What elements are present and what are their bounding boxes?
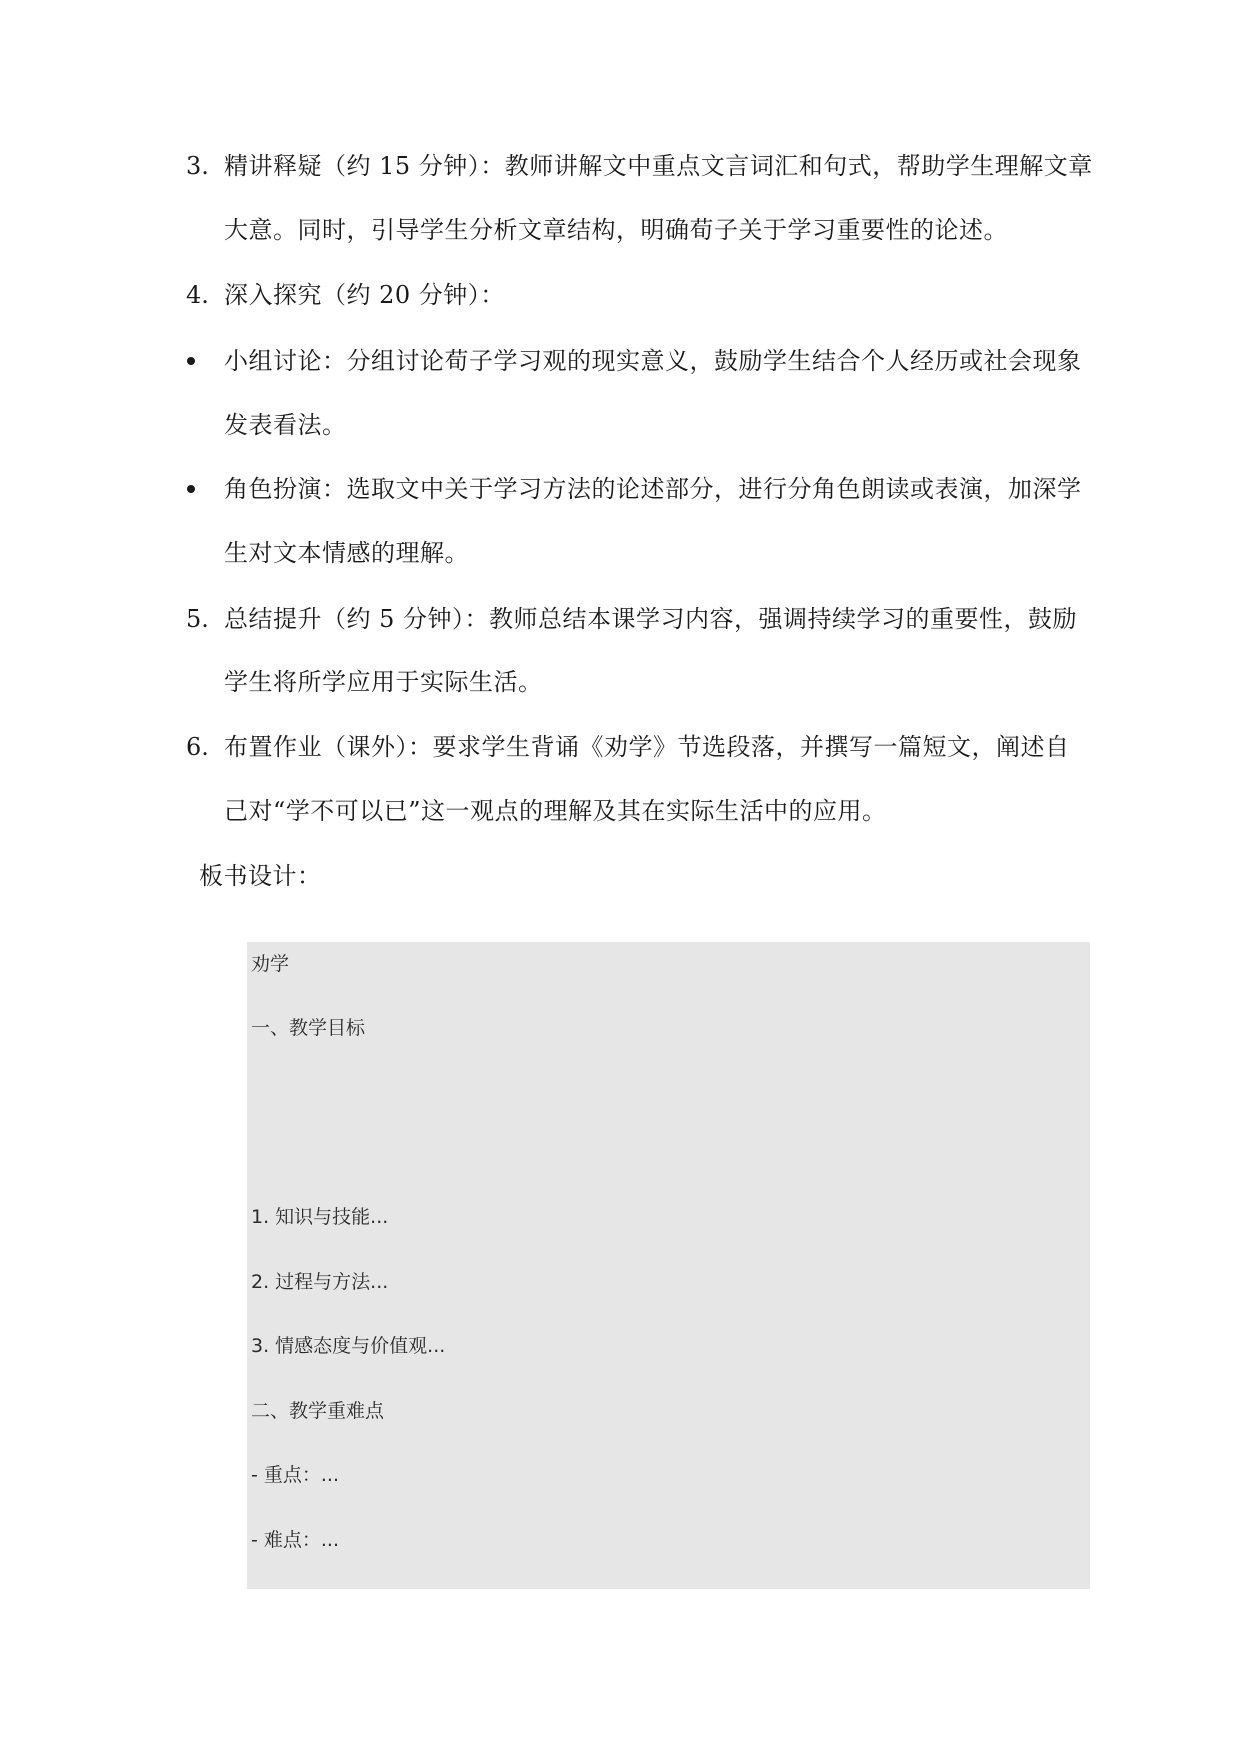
board-goal-item: 1. 知识与技能... bbox=[251, 1206, 389, 1228]
list-item-text: 学生将所学应用于实际生活。 bbox=[224, 668, 543, 696]
list-item-text: 布置作业（课外）：要求学生背诵《劝学》节选段落，并撰写一篇短文，阐述自 bbox=[224, 733, 1070, 761]
list-item-text: 深入探究（约 20 分钟）： bbox=[224, 281, 505, 309]
board-design-block bbox=[247, 942, 1090, 1589]
list-number: 4. bbox=[186, 281, 209, 309]
list-number: 5. bbox=[186, 605, 209, 633]
list-item-text: 精讲释疑（约 15 分钟）：教师讲解文中重点文言词汇和句式，帮助学生理解文章 bbox=[224, 152, 1093, 180]
list-item-text: 大意。同时，引导学生分析文章结构，明确荀子关于学习重要性的论述。 bbox=[224, 216, 1008, 244]
list-item-text: 总结提升（约 5 分钟）：教师总结本课学习内容，强调持续学习的重要性，鼓励 bbox=[224, 605, 1078, 633]
list-item-text: 小组讨论：分组讨论荀子学习观的现实意义，鼓励学生结合个人经历或社会现象 bbox=[224, 347, 1082, 375]
board-section-heading: 一、教学目标 bbox=[251, 1017, 366, 1039]
board-goal-item: 3. 情感态度与价值观... bbox=[251, 1335, 446, 1357]
list-item-text: 生对文本情感的理解。 bbox=[224, 539, 469, 567]
bullet-icon bbox=[187, 485, 195, 493]
board-section-heading: 二、教学重难点 bbox=[251, 1400, 385, 1422]
list-number: 6. bbox=[186, 733, 209, 761]
bullet-icon bbox=[187, 357, 195, 365]
board-difficulty: - 难点：... bbox=[251, 1529, 340, 1551]
board-key-point: - 重点：... bbox=[251, 1464, 340, 1486]
list-number: 3. bbox=[186, 152, 209, 180]
board-title: 劝学 bbox=[251, 953, 290, 975]
board-design-heading: 板书设计： bbox=[199, 862, 322, 890]
list-item-text: 发表看法。 bbox=[224, 411, 347, 439]
board-goal-item: 2. 过程与方法... bbox=[251, 1271, 389, 1293]
list-item-text: 角色扮演：选取文中关于学习方法的论述部分，进行分角色朗读或表演，加深学 bbox=[224, 475, 1082, 503]
list-item-text: 己对“学不可以已”这一观点的理解及其在实际生活中的应用。 bbox=[224, 797, 887, 825]
